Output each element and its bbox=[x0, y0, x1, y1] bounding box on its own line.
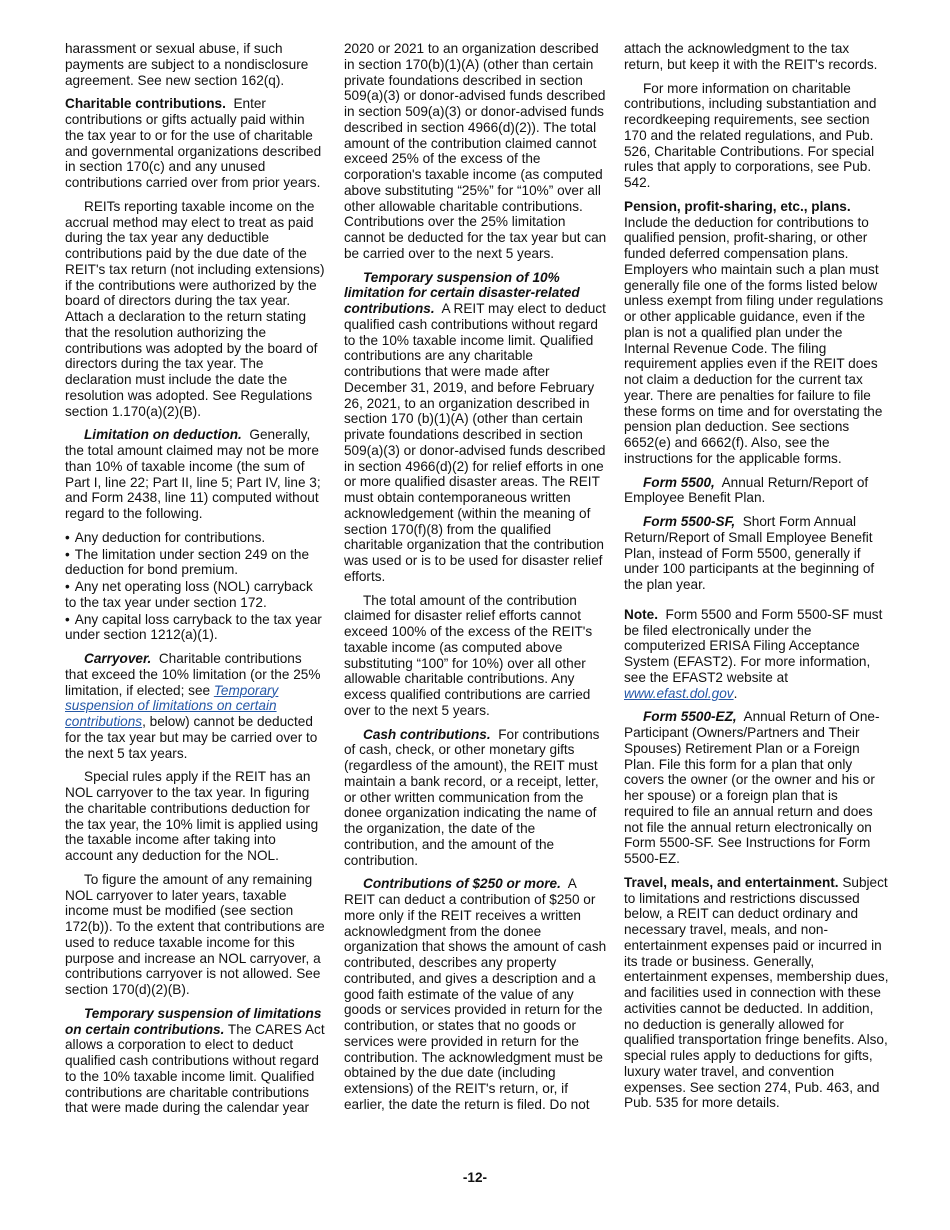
section-text: Annual Return/Report of Employee Benefit Plan. bbox=[624, 474, 869, 506]
section-heading: Form 5500, bbox=[643, 474, 715, 490]
paragraph: The total amount of the contribution claimed for disaster relief efforts cannot exceed 100% of the excess of the REIT's taxable income (as computed above substituting “100” for 10%) over all other allowable charitable contributions. Any excess qualified contributions are carried over to the next 5 years. bbox=[344, 592, 593, 718]
section-text: Short Form Annual Return/Report of Small Employee Benefit Plan, instead of Form 5500, generally if under 100 participants at the beginning of the plan year. bbox=[624, 514, 875, 592]
section-text: The CARES Act allows a corporation to elect to deduct qualified cash contributions without regard to the 10% taxable income limit. Qualified contributions are charitable contributions that were made during the calendar year bbox=[65, 1021, 325, 1116]
contributions-250-section bbox=[344, 876, 608, 1112]
section-heading: Form 5500-SF, bbox=[643, 514, 736, 529]
limitation-section bbox=[65, 427, 327, 522]
travel-section bbox=[624, 875, 889, 1111]
section-text: A REIT can deduct a contribution of $250 or more only if the REIT receives a written acknowledgment from the donee organization that shows the amount of cash contributed, describes any property contributed, and gives a description and a good faith estimate of the value of any goods or services provided in return for the contribution, or states that no goods or services were provided in return for the contribution. The acknowledgment must be obtained by the due date (including extensions) of the REIT's return, or, if earlier, the date the return is filed. Do not bbox=[344, 876, 607, 1112]
carryover-section bbox=[65, 651, 327, 761]
section-heading: Contributions of $250 or more. bbox=[363, 876, 561, 892]
column-1 bbox=[65, 41, 327, 1124]
section-text: , below) cannot be deducted for the tax year but may be carried over to the next 5 tax years. bbox=[65, 714, 318, 761]
paragraph: Special rules apply if the REIT has an NOL carryover to the tax year. In figuring the charitable contributions deduction for the tax year, the 10% limit is applied using the taxable income after taking into account any deduction for the NOL. bbox=[65, 769, 319, 863]
paragraph: harassment or sexual abuse, if such payments are subject to a nondisclosure agreement. See new section 162(q). bbox=[65, 41, 309, 88]
list-item: • The limitation under section 249 on the deduction for bond premium. bbox=[65, 547, 327, 579]
section-text: . bbox=[733, 685, 738, 701]
cash-contributions-section bbox=[344, 727, 608, 869]
temporary-suspension-section bbox=[65, 1006, 327, 1116]
list-item: • Any net operating loss (NOL) carryback to the tax year under section 172. bbox=[65, 579, 327, 611]
list-item: • Any capital loss carryback to the tax year under section 1212(a)(1). bbox=[65, 612, 327, 644]
section-heading: Charitable contributions. bbox=[65, 96, 226, 112]
section-heading: Cash contributions. bbox=[363, 726, 491, 742]
section-heading: Limitation on deduction. bbox=[84, 427, 242, 443]
section-text: Charitable contributions that exceed the 10% limitation (or the 25% limitation, if elected; see bbox=[65, 651, 321, 698]
pension-section bbox=[624, 199, 889, 467]
section-heading: Note. bbox=[624, 606, 658, 622]
paragraph: 2020 or 2021 to an organization described in section 170(b)(1)(A) (other than certain private foundations described in section 509(a)(3) or donor-advised funds described in section 509(a)(3) or donor-advised funds described in section 4966(d)(2)). The total amount of the contribution claimed cannot exceed 25% of the excess of the corporation's taxable income (as computed above substituting “25%” for “10%” over all other allowable charitable contributions. Contributions over the 25% limitation cannot be deducted for the tax year but can be carried over to the next 5 years. bbox=[344, 41, 607, 261]
section-text: Form 5500 and Form 5500-SF must be filed electronically under the computerized ERISA Filing Acceptance System (EFAST2). For more information, see the EFAST2 website at bbox=[624, 606, 883, 685]
section-heading: Temporary suspension of limitations on certain contributions. bbox=[65, 1005, 322, 1037]
section-text: Generally, the total amount claimed may not be more than 10% of taxable income (the sum of Part I, line 22; Part II, line 5; Part IV, line 3; and Form 2438, line 11) computed without regard to the following. bbox=[65, 427, 321, 521]
page-number: -12- bbox=[462, 1170, 488, 1185]
section-text: Enter contributions or gifts actually paid within the tax year to or for the use of charitable and governmental organizations described in section 170(c) and any unused contributions carried over from prior years. bbox=[65, 96, 322, 190]
section-heading: Pension, profit-sharing, etc., plans. bbox=[624, 198, 851, 214]
section-text: For contributions of cash, check, or other monetary gifts (regardless of the amount), the REIT must maintain a bank record, or a receipt, letter, or other written communication from the donee organization indicating the name of the organization, the date of the contribution, and the amount of the contribution. bbox=[344, 726, 600, 868]
form-5500-sf-section bbox=[624, 514, 889, 593]
section-text: Annual Return of One-Participant (Owners/Partners and Their Spouses) Retirement Plan or a Foreign Plan. File this form for a plan that only covers the owner (or the owner and his or her spouse) or a foreign plan that is required to file an annual return and does not file the annual return electronically on Form 5500-SF. See Instructions for Form 5500-EZ. bbox=[624, 709, 880, 866]
paragraph: To figure the amount of any remaining NOL carryover to later years, taxable income must be modified (see section 172(b)). To the extent that contributions are used to reduce taxable income for this purpose and increase an NOL carryover, a contributions carryover is not allowed. See section 170(d)(2)(B). bbox=[65, 871, 325, 997]
section-heading: Temporary suspension of 10% limitation for certain disaster-related contributions. bbox=[344, 269, 580, 316]
section-text: Subject to limitations and restrictions discussed below, a REIT can deduct ordinary and necessary travel, meals, and non-entertainment expenses paid or incurred in its trade or business. Generally, entertainment expenses, membership dues, and facilities used in connection with these activities cannot be deducted. In addition, no deduction is generally allowed for qualified transportation fringe benefits. Also, special rules apply to deductions for gifts, luxury water travel, and convention expenses. See section 274, Pub. 463, and Pub. 535 for more details. bbox=[624, 874, 889, 1111]
column-3 bbox=[624, 41, 889, 1119]
form-5500-section bbox=[624, 475, 889, 507]
disaster-contributions-section bbox=[344, 270, 608, 585]
column-2 bbox=[344, 41, 608, 1121]
list-item: • Any deduction for contributions. bbox=[65, 530, 327, 546]
section-heading: Form 5500-EZ, bbox=[643, 709, 737, 725]
paragraph: attach the acknowledgment to the tax return, but keep it with the REIT's records. bbox=[624, 41, 878, 72]
section-text: A REIT may elect to deduct qualified cash contributions without regard to the 10% taxable income limit. Qualified contributions are any charitable contributions that were made after December 31, 2019, and before February 26, 2021, to an organization described in section 170 (b)(1)(A) (other than certain private foundations described in section 509(a)(3) or donor-advised funds described in section 4966(d)(2) for relief efforts in one or more qualified disaster areas. The REIT must obtain contemporaneous written acknowledgement (within the meaning of section 170(f)(8) from the qualified charitable organization that the contribution was used or is to be used for disaster relief efforts. bbox=[344, 301, 606, 584]
section-text: Include the deduction for contributions to qualified pension, profit-sharing, or other funded deferred compensation plans. Employers who maintain such a plan must generally file one of the forms listed below unless exempt from filing under regulations or other applicable guidance, even if the plan is not a qualified plan under the Internal Revenue Code. The filing requirement applies even if the REIT does not claim a deduction for the current tax year. There are penalties for failure to file these forms on time and for overstating the pension plan deduction. See sections 6652(e) and 6662(f). Also, see the instructions for the applicable forms. bbox=[624, 214, 884, 466]
paragraph: For more information on charitable contributions, including substantiation and recordkeeping requirements, see section 170 and the related regulations, and Pub. 526, Charitable Contributions. For special rules that apply to corporations, see Pub. 542. bbox=[624, 80, 877, 190]
paragraph: REITs reporting taxable income on the accrual method may elect to treat as paid during the tax year any deductible contributions paid by the due date of the REIT's tax return (not including extensions) if the contributions were authorized by the board of directors during the tax year. Attach a declaration to the return stating that the resolution authorizing the contributions was adopted by the board of directors during the tax year. The declaration must include the date the resolution was adopted. See Regulations section 1.170(a)(2)(B). bbox=[65, 198, 325, 419]
temporary-suspension-link[interactable]: Temporary suspension of limitations on certain contributions bbox=[65, 682, 279, 729]
charitable-contributions-section bbox=[65, 96, 327, 191]
form-5500-ez-section bbox=[624, 709, 889, 867]
bullet-list bbox=[65, 530, 327, 643]
efast-website-link[interactable]: www.efast.dol.gov bbox=[624, 685, 734, 701]
note-section bbox=[624, 607, 889, 702]
section-heading: Carryover. bbox=[84, 651, 152, 666]
section-heading: Travel, meals, and entertainment. bbox=[624, 874, 839, 890]
